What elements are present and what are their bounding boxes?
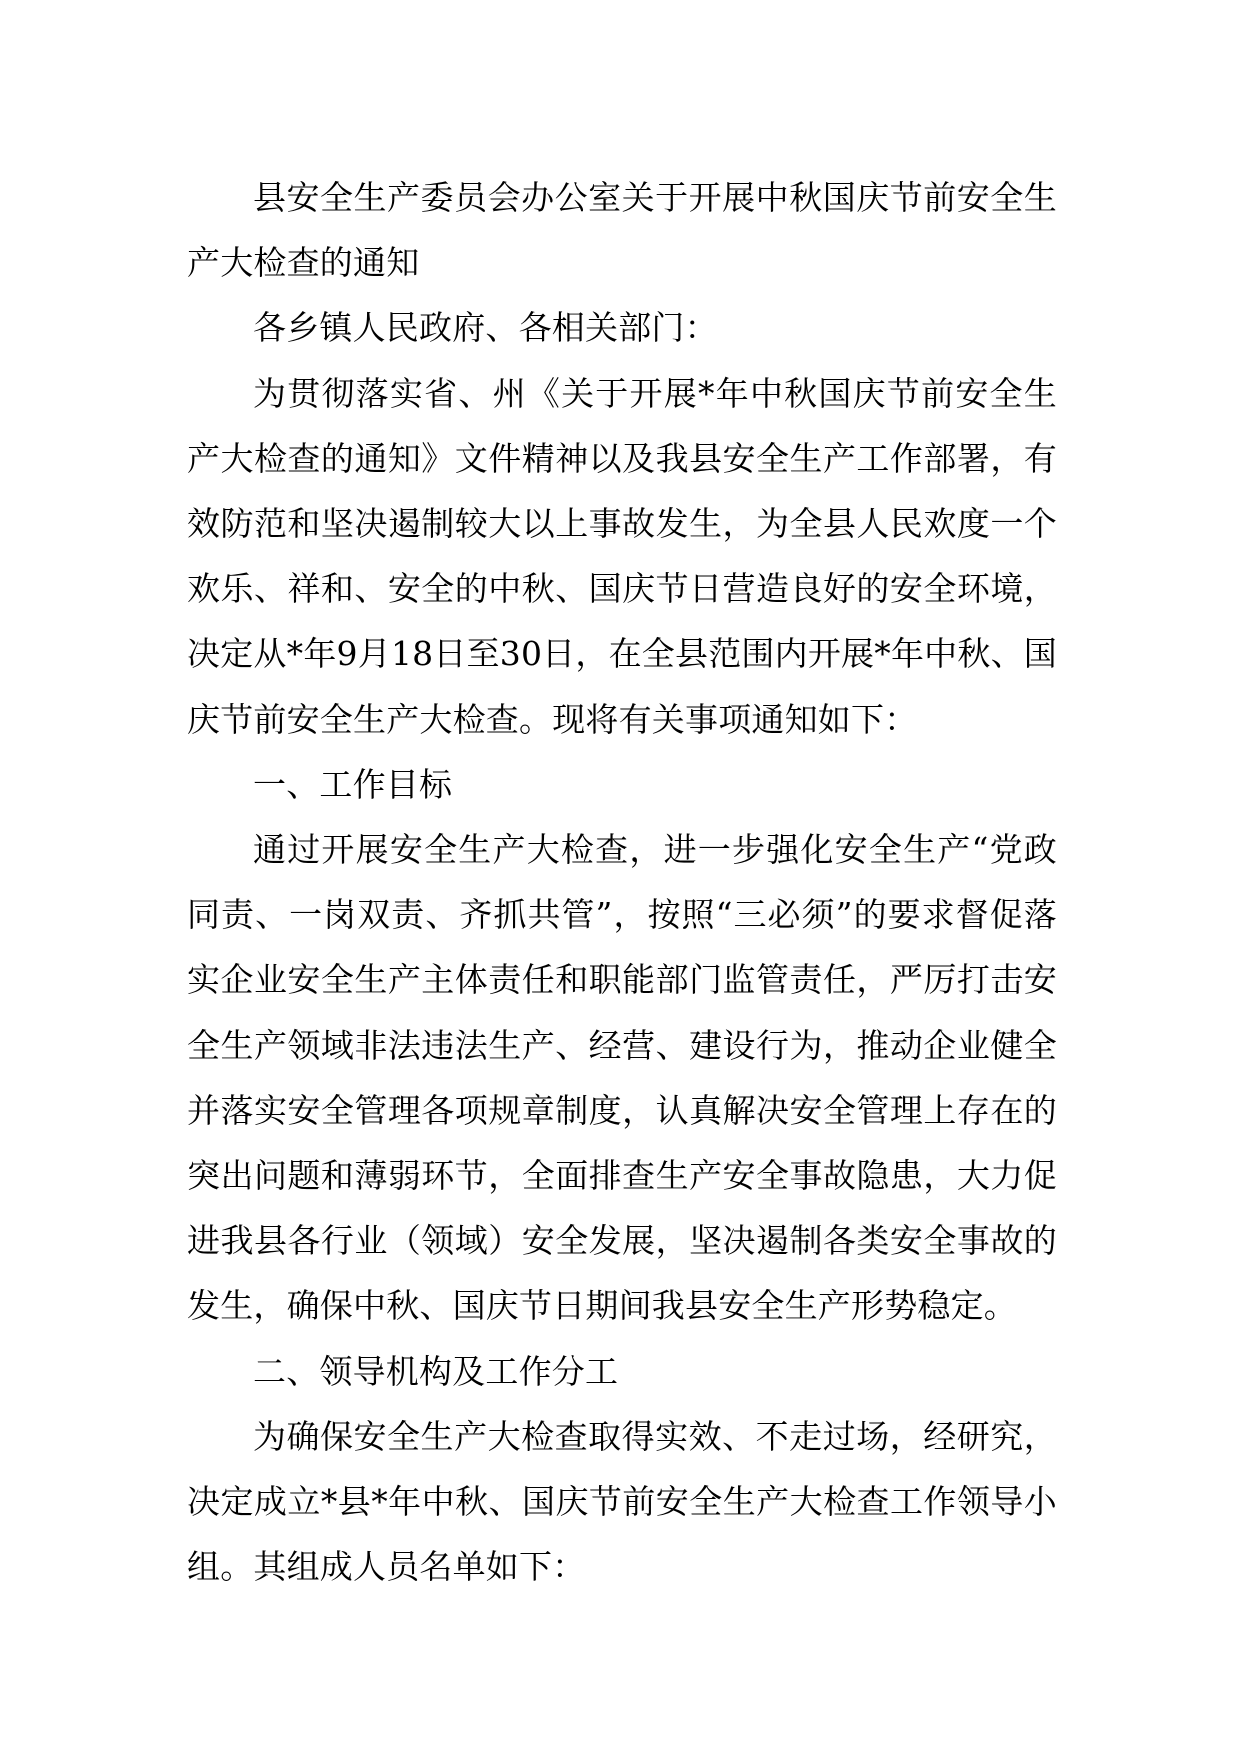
document-body (187, 165, 1057, 1599)
intro-paragraph: 为贯彻落实省、州《关于开展*年中秋国庆节前安全生产大检查的通知》文件精神以及我县安全生产工作部署，有效防范和坚决遏制较大以上事故发生，为全县人民欢度一个欢乐、祥和、安全的中秋、国庆节日营造良好的安全环境，决定从*年9月18日至30日，在全县范围内开展*年中秋、国庆节前安全生产大检查。现将有关事项通知如下： (187, 373, 1057, 739)
section-1-heading: 一、工作目标 (253, 764, 453, 804)
section-1-paragraph: 通过开展安全生产大检查，进一步强化安全生产“党政同责、一岗双责、齐抓共管”，按照“三必须”的要求督促落实企业安全生产主体责任和职能部门监管责任，严厉打击安全生产领域非法违法生产、经营、建设行为，推动企业健全并落实安全管理各项规章制度，认真解决安全管理上存在的突出问题和薄弱环节，全面排查生产安全事故隐患，大力促进我县各行业（领域）安全发展，坚决遏制各类安全事故的发生，确保中秋、国庆节日期间我县安全生产形势稳定。 (187, 830, 1057, 1326)
document-title: 县安全生产委员会办公室关于开展中秋国庆节前安全生产大检查的通知 (187, 178, 1057, 283)
section-2-paragraph: 为确保安全生产大检查取得实效、不走过场，经研究，决定成立*县*年中秋、国庆节前安全生产大检查工作领导小组。其组成人员名单如下： (187, 1416, 1057, 1587)
section-2-heading: 二、领导机构及工作分工 (253, 1351, 619, 1391)
salutation: 各乡镇人民政府、各相关部门： (253, 308, 718, 348)
